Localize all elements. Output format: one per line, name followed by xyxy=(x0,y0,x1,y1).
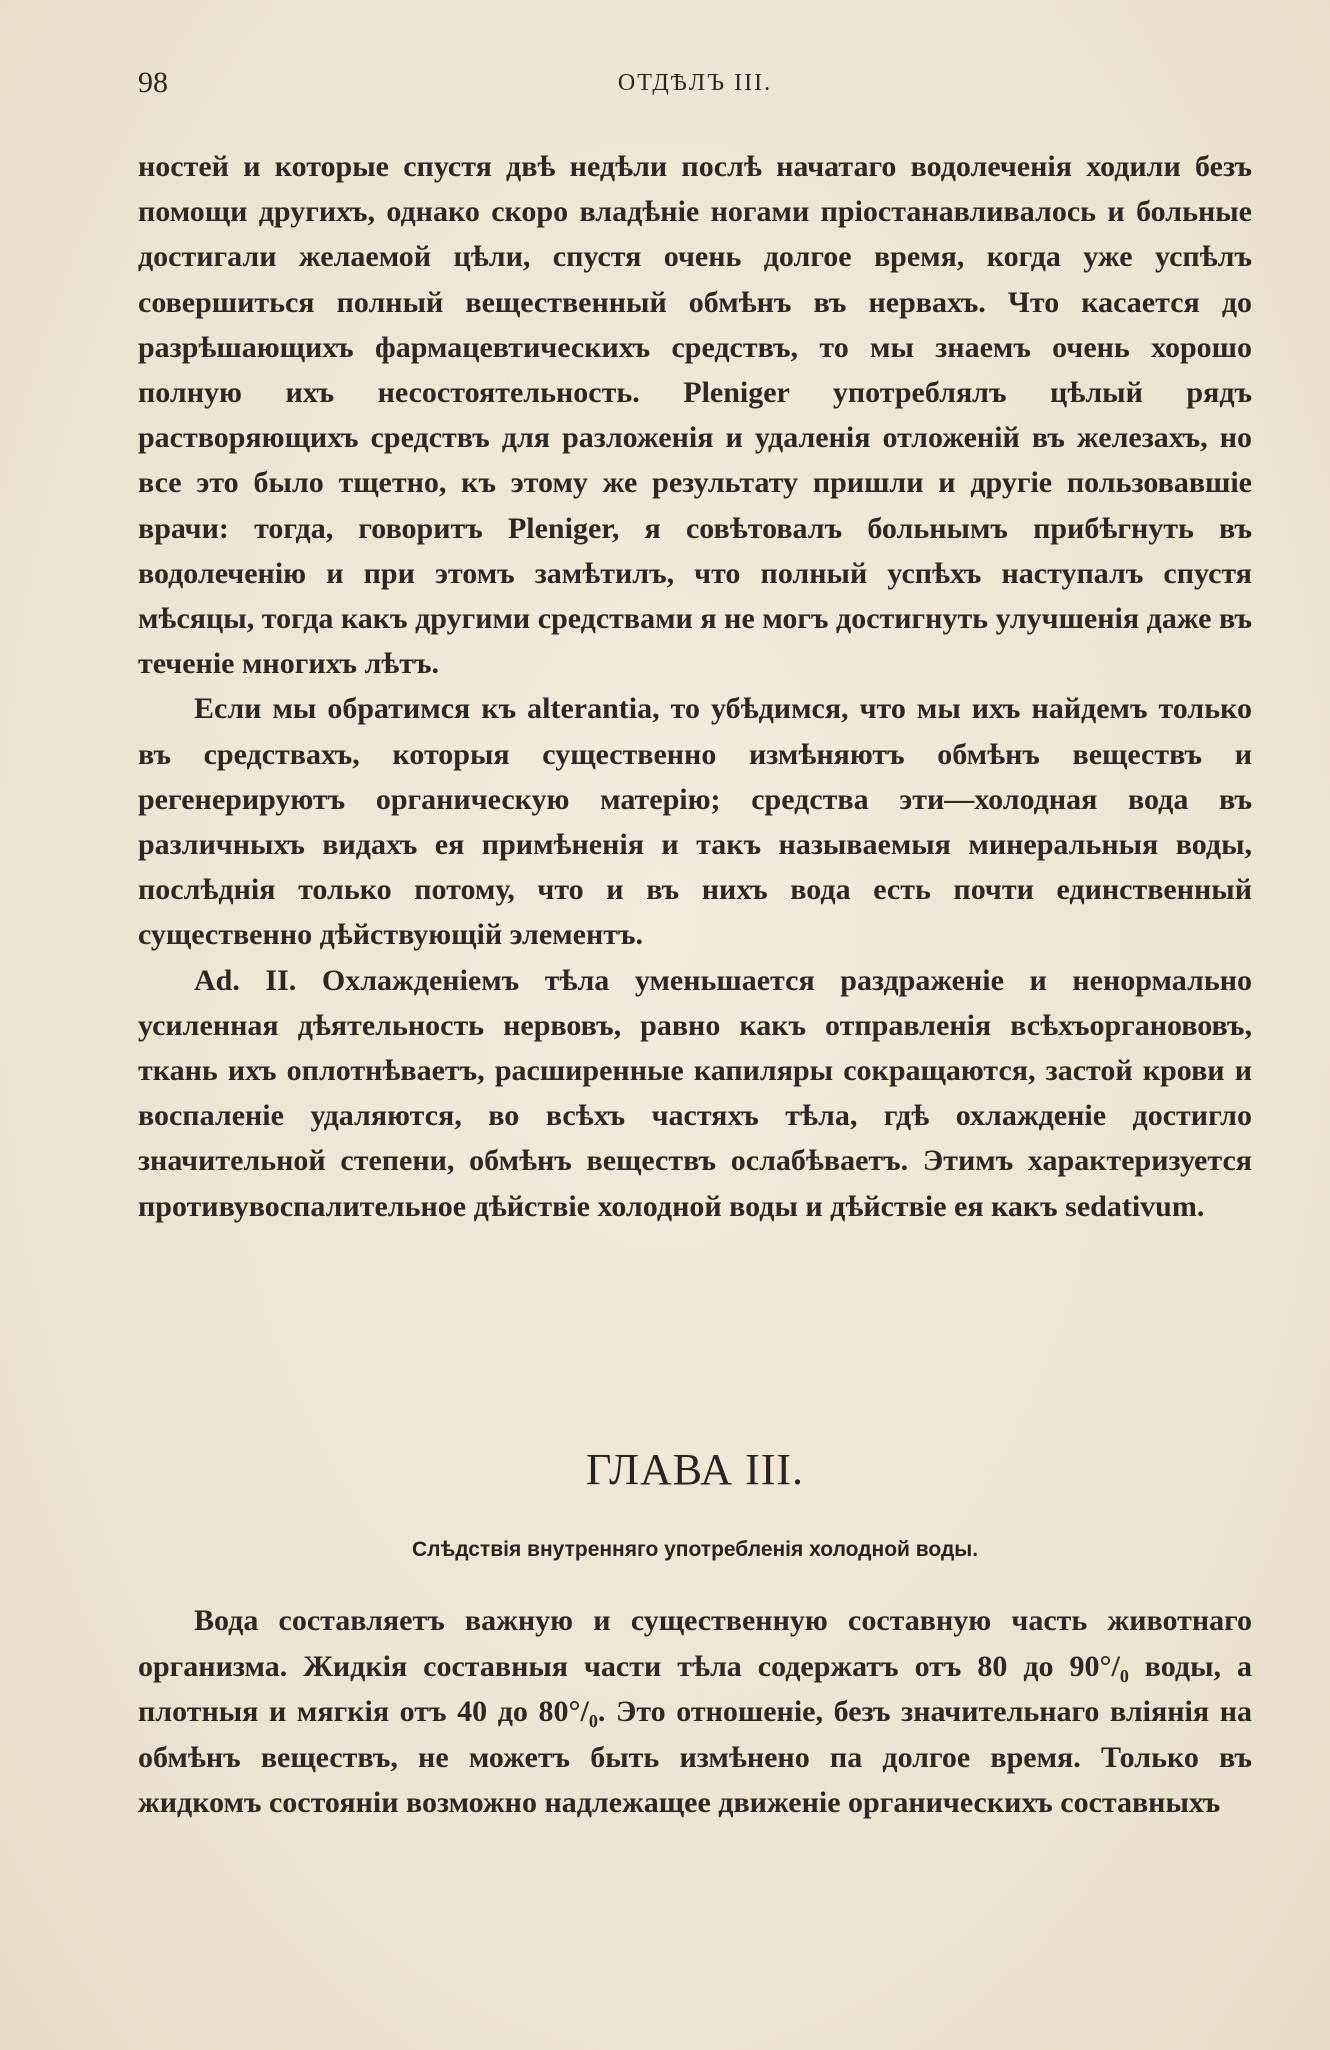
paragraph-continuation: ностей и которые спустя двѣ недѣли послѣ начатаго водолеченія ходили безъ помощи другихъ, однако скоро владѣніе ногами пріостанавливалось и больные достигали желаемой цѣли, спустя очень долгое время, когда уже успѣлъ совершиться полный вещественный обмѣнъ въ нервахъ. Что касается до разрѣшающихъ фармацевтическихъ средствъ, то мы знаемъ очень хорошо полную ихъ несостоятельность. Pleniger употреблялъ цѣлый рядъ растворяющихъ средствъ для разложенія и удаленія отложеній въ железахъ, но все это было тщетно, къ этому же результату пришли и другіе пользовавшіе врачи: тогда, говоритъ Pleniger, я совѣтовалъ больнымъ прибѣгнуть въ водолеченію и при этомъ замѣтилъ, что полный успѣхъ наступалъ спустя мѣсяцы, тогда какъ другими средствами я не могъ достигнуть улучшенія даже въ теченіе многихъ лѣтъ. xyxy=(138,150,1252,681)
main-text-block xyxy=(138,144,1252,1229)
paragraph-ad-ii: Ad. II. Охлажденіемъ тѣла уменьшается раздраженіе и ненормально усиленная дѣятельность нервовъ, равно какъ отправленія всѣхъорганововъ, ткань ихъ оплотнѣваетъ, расширенные капиляры сокращаются, застой крови и воспаленіе удаляются, во всѣхъ частяхъ тѣла, гдѣ охлажденіе достигло значительной степени, обмѣнъ веществъ ослабѣваетъ. Этимъ характеризуется противувоспалительное дѣйствіе холодной воды и дѣйствіе ея какъ sedativum. xyxy=(138,963,1252,1223)
running-head xyxy=(138,66,1252,106)
page-number: 98 xyxy=(138,66,168,99)
chapter-text-block xyxy=(138,1598,1252,1826)
section-heading: ОТДѢЛЪ III. xyxy=(617,70,773,96)
chapter-subtitle: Слѣдствія внутренняго употребленія холодной воды. xyxy=(411,1538,979,1561)
chapter-title: ГЛАВА III. xyxy=(585,1445,805,1494)
paragraph-alterantia: Если мы обратимся къ alterantia, то убѣдимся, что мы ихъ найдемъ только въ средствахъ, которыя существенно измѣняютъ обмѣнъ веществъ и регенерируютъ органическую матерію; средства эти—холодная вода въ различныхъ видахъ ея примѣненія и такъ называемыя минеральныя воды, послѣднія только потому, что и въ нихъ вода есть почти единственный существенно дѣйствующій элементъ. xyxy=(138,692,1252,952)
chapter-paragraph: Вода составляетъ важную и существенную составную часть животнаго организма. Жидкія составныя части тѣла содержатъ отъ 80 до 90°/₀ воды, а плотныя и мягкія отъ 40 до 80°/₀. Это отношеніе, безъ значительнаго вліянія на обмѣнъ веществъ, не можетъ быть измѣнено па долгое время. Только въ жидкомъ состояніи возможно надлежащее движеніе органическихъ составныхъ xyxy=(138,1604,1252,1819)
